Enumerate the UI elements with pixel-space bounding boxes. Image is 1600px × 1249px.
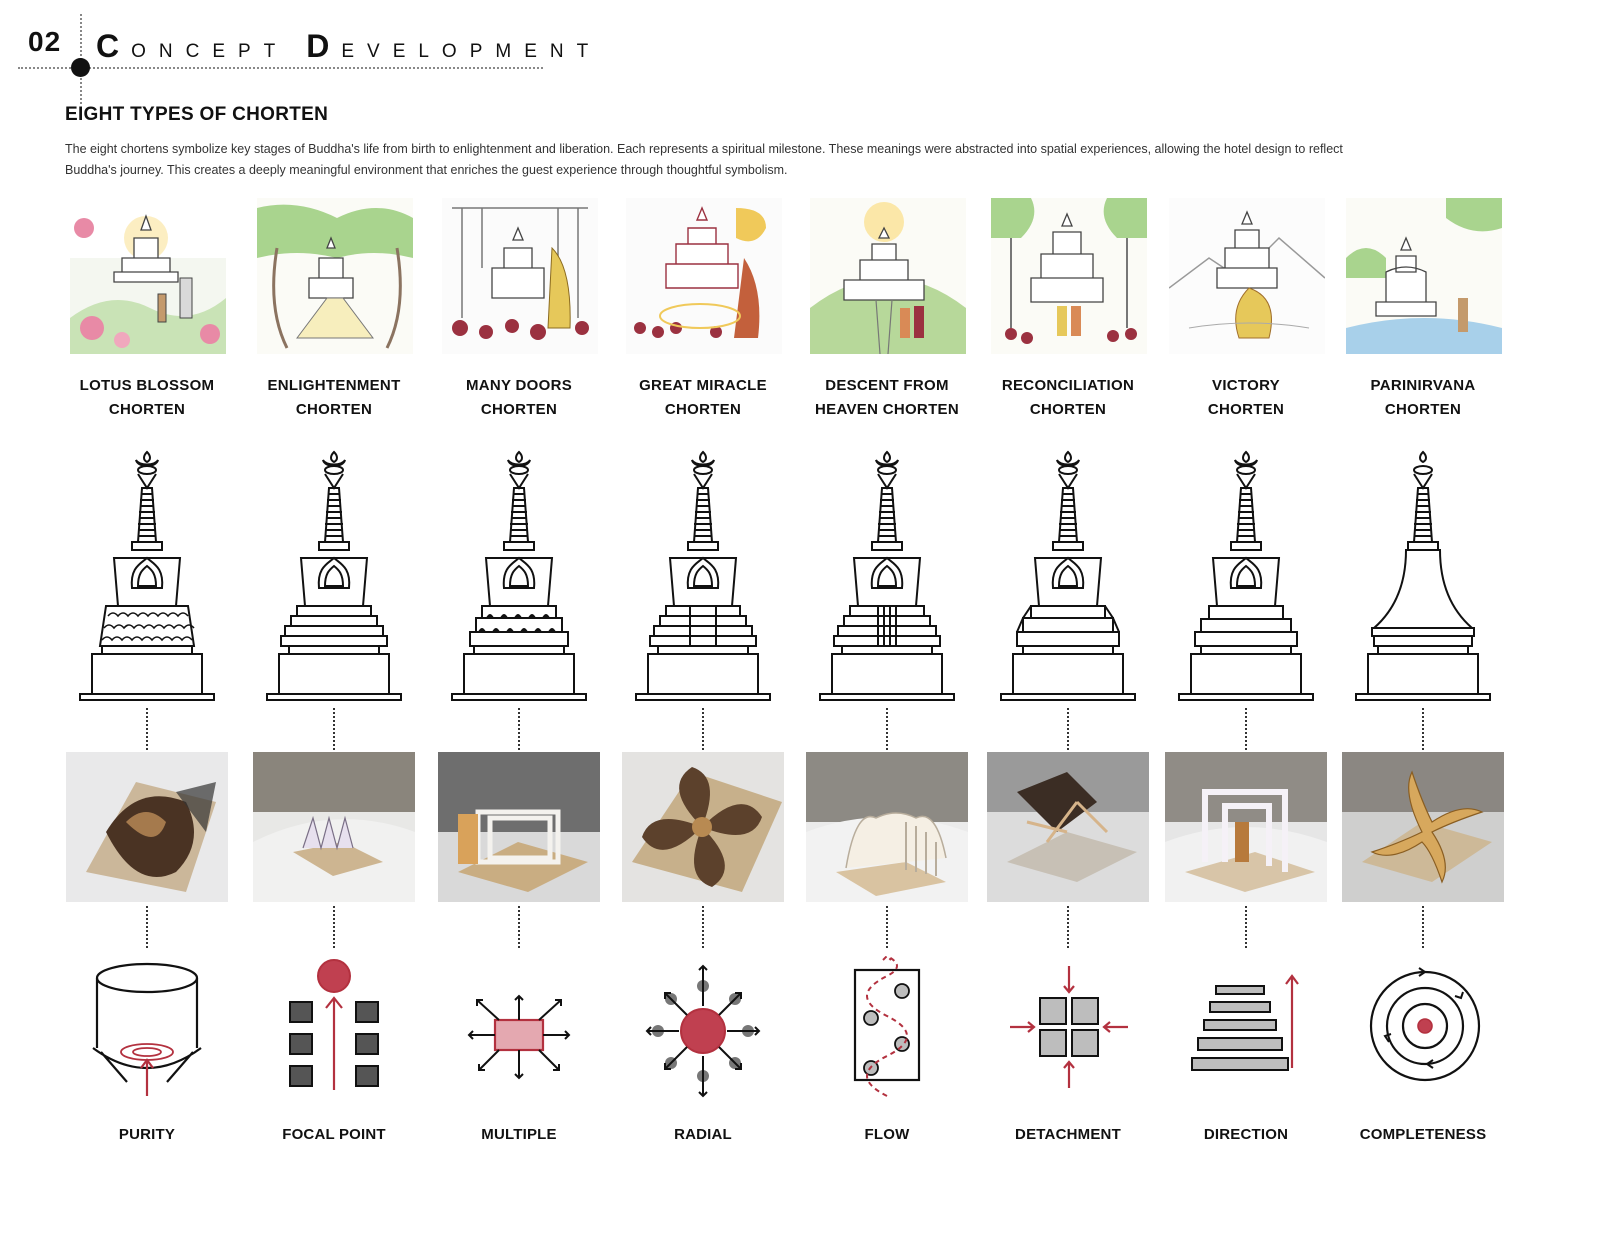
connector-dotted-line — [333, 708, 335, 750]
connector-dotted-line — [518, 906, 520, 948]
victory-model-photo — [1165, 752, 1327, 902]
concept-label: MULTIPLE — [481, 1126, 557, 1143]
chorten-title: DESCENT FROM HEAVEN CHORTEN — [815, 377, 959, 418]
chorten-title: MANY DOORS CHORTEN — [465, 377, 573, 418]
parinirvana-stupa-drawing — [1348, 450, 1498, 702]
connector-dotted-line — [1067, 906, 1069, 948]
connector-dotted-line — [1422, 906, 1424, 948]
connector-dotted-line — [333, 906, 335, 948]
completeness-diagram — [1363, 956, 1483, 1106]
reconciliation-stupa-drawing — [993, 450, 1143, 702]
direction-diagram — [1186, 956, 1306, 1106]
focal-point-diagram — [274, 956, 394, 1106]
many-doors-illustration — [442, 198, 598, 354]
detachment-diagram — [1008, 956, 1128, 1106]
concept-label: FLOW — [864, 1126, 910, 1143]
victory-stupa-drawing — [1171, 450, 1321, 702]
connector-dotted-line — [886, 906, 888, 948]
section-number: 02 — [28, 26, 62, 57]
concept-label: DETACHMENT — [1015, 1126, 1121, 1143]
chorten-title: PARINIRVANA CHORTEN — [1370, 377, 1476, 418]
purity-diagram — [87, 956, 207, 1106]
enlightenment-stupa-drawing — [259, 450, 409, 702]
chorten-title: GREAT MIRACLE CHORTEN — [639, 377, 767, 418]
connector-dotted-line — [1067, 708, 1069, 750]
connector-dotted-line — [146, 708, 148, 750]
victory-illustration — [1169, 198, 1325, 354]
chorten-title: VICTORY CHORTEN — [1207, 377, 1285, 418]
enlightenment-illustration — [257, 198, 413, 354]
section-title: CONCEPT DEVELOPMENT — [96, 28, 602, 64]
subheading: EIGHT TYPES OF CHORTEN — [65, 104, 329, 125]
lotus-blossom-illustration — [70, 198, 226, 354]
connector-dotted-line — [702, 906, 704, 948]
chorten-title: ENLIGHTENMENT CHORTEN — [267, 377, 401, 418]
header-horizontal-dotted-line — [18, 67, 543, 69]
connector-dotted-line — [702, 708, 704, 750]
chorten-title: LOTUS BLOSSOM CHORTEN — [79, 377, 215, 418]
descent-from-heaven-model-photo — [806, 752, 968, 902]
multiple-diagram — [459, 956, 579, 1106]
lotus-blossom-stupa-drawing — [72, 450, 222, 702]
parinirvana-model-photo — [1342, 752, 1504, 902]
connector-dotted-line — [886, 708, 888, 750]
flow-diagram — [827, 956, 947, 1106]
descent-from-heaven-illustration — [810, 198, 966, 354]
connector-dotted-line — [1245, 906, 1247, 948]
concept-label: RADIAL — [674, 1126, 732, 1143]
concept-label: PURITY — [118, 1126, 176, 1143]
great-miracle-model-photo — [622, 752, 784, 902]
concept-label: FOCAL POINT — [282, 1126, 386, 1143]
many-doors-stupa-drawing — [444, 450, 594, 702]
connector-dotted-line — [518, 708, 520, 750]
chorten-title: RECONCILIATION CHORTEN — [1001, 377, 1135, 418]
enlightenment-model-photo — [253, 752, 415, 902]
reconciliation-illustration — [991, 198, 1147, 354]
connector-dotted-line — [1422, 708, 1424, 750]
header-dot — [71, 58, 90, 77]
concept-label: COMPLETENESS — [1359, 1126, 1487, 1143]
descent-from-heaven-stupa-drawing — [812, 450, 962, 702]
connector-dotted-line — [1245, 708, 1247, 750]
lotus-blossom-model-photo — [66, 752, 228, 902]
parinirvana-illustration — [1346, 198, 1502, 354]
many-doors-model-photo — [438, 752, 600, 902]
radial-diagram — [643, 956, 763, 1106]
connector-dotted-line — [146, 906, 148, 948]
great-miracle-stupa-drawing — [628, 450, 778, 702]
great-miracle-illustration — [626, 198, 782, 354]
intro-paragraph: The eight chortens symbolize key stages of Buddha's life from birth to enlightenment and liberation. Each represents a spiritual milestone. These meanings were abstracted into spatial experiences, allowing the hotel design to reflect Buddha's journey. This creates a deeply meaningful environment that enriches the guest experience through thoughtful symbolism. — [65, 142, 1343, 177]
reconciliation-model-photo — [987, 752, 1149, 902]
concept-label: DIRECTION — [1203, 1126, 1289, 1143]
